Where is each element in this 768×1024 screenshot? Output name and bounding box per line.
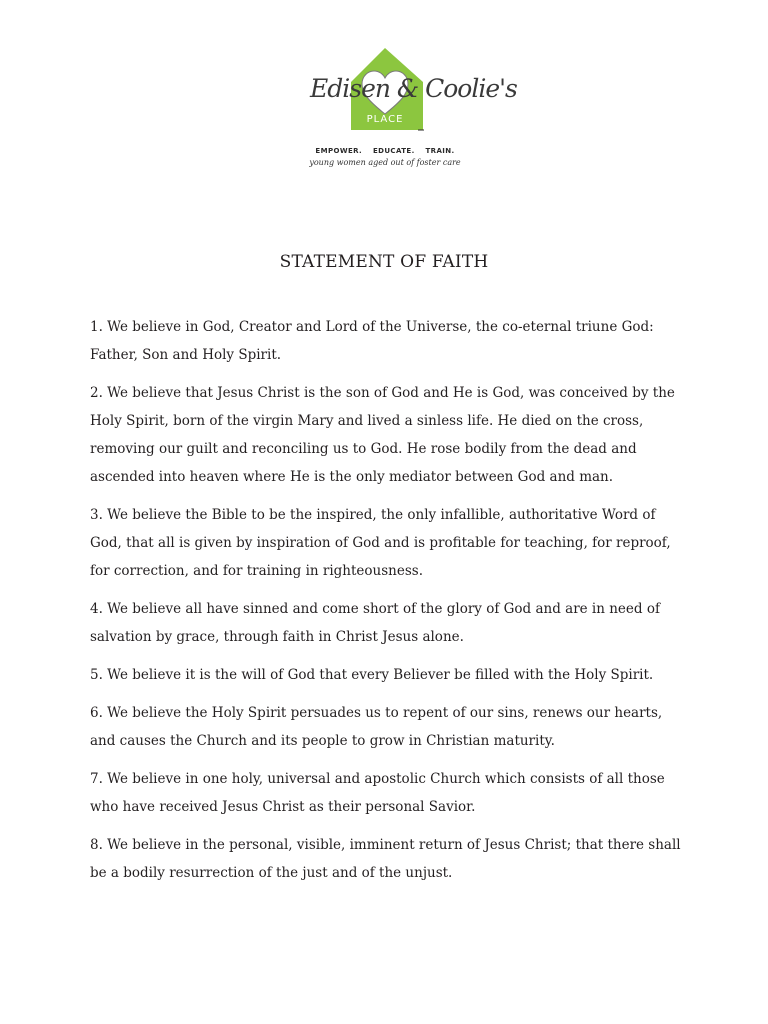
statement-item: 6. We believe the Holy Spirit persuades us to repent of our sins, renews our hearts, and causes the Church and its people to grow in Christian maturity. — [90, 705, 663, 749]
logo-subline: young women aged out of foster care — [309, 158, 461, 167]
statement-item: 4. We believe all have sinned and come short of the glory of God and are in need of salvation by grace, through faith in Christ Jesus alone. — [90, 601, 660, 645]
logo-script-name: Edisen & Coolie's — [310, 74, 517, 103]
statement-item: 8. We believe in the personal, visible, imminent return of Jesus Christ; that there shall be a bodily resurrection of the just and of the unjust. — [90, 837, 681, 881]
statement-item: 2. We believe that Jesus Christ is the son of God and He is God, was conceived by the Holy Spirit, born of the virgin Mary and lived a sinless life. He died on the cross, removing our guilt and reconciling us to God. He rose bodily from the dead and ascended into heaven where He is the only mediator between God and man. — [90, 385, 675, 485]
statement-item: 7. We believe in one holy, universal and apostolic Church which consists of all those who have received Jesus Christ as their personal Savior. — [90, 771, 665, 815]
organization-logo — [300, 44, 517, 179]
statement-list — [90, 313, 682, 897]
logo-place-text: PLACE — [366, 114, 404, 125]
statement-item: 5. We believe it is the will of God that every Believer be filled with the Holy Spirit. — [90, 667, 654, 683]
statement-item: 1. We believe in God, Creator and Lord of the Universe, the co-eternal triune God: Father, Son and Holy Spirit. — [90, 319, 654, 363]
statement-item: 3. We believe the Bible to be the inspired, the only infallible, authoritative Word of God, that all is given by inspiration of God and is profitable for teaching, for reproof, for correction, and for training in righteousness. — [90, 507, 671, 579]
page-title: STATEMENT OF FAITH — [279, 252, 489, 272]
logo-tagline: EMPOWER. EDUCATE. TRAIN. — [315, 147, 455, 155]
